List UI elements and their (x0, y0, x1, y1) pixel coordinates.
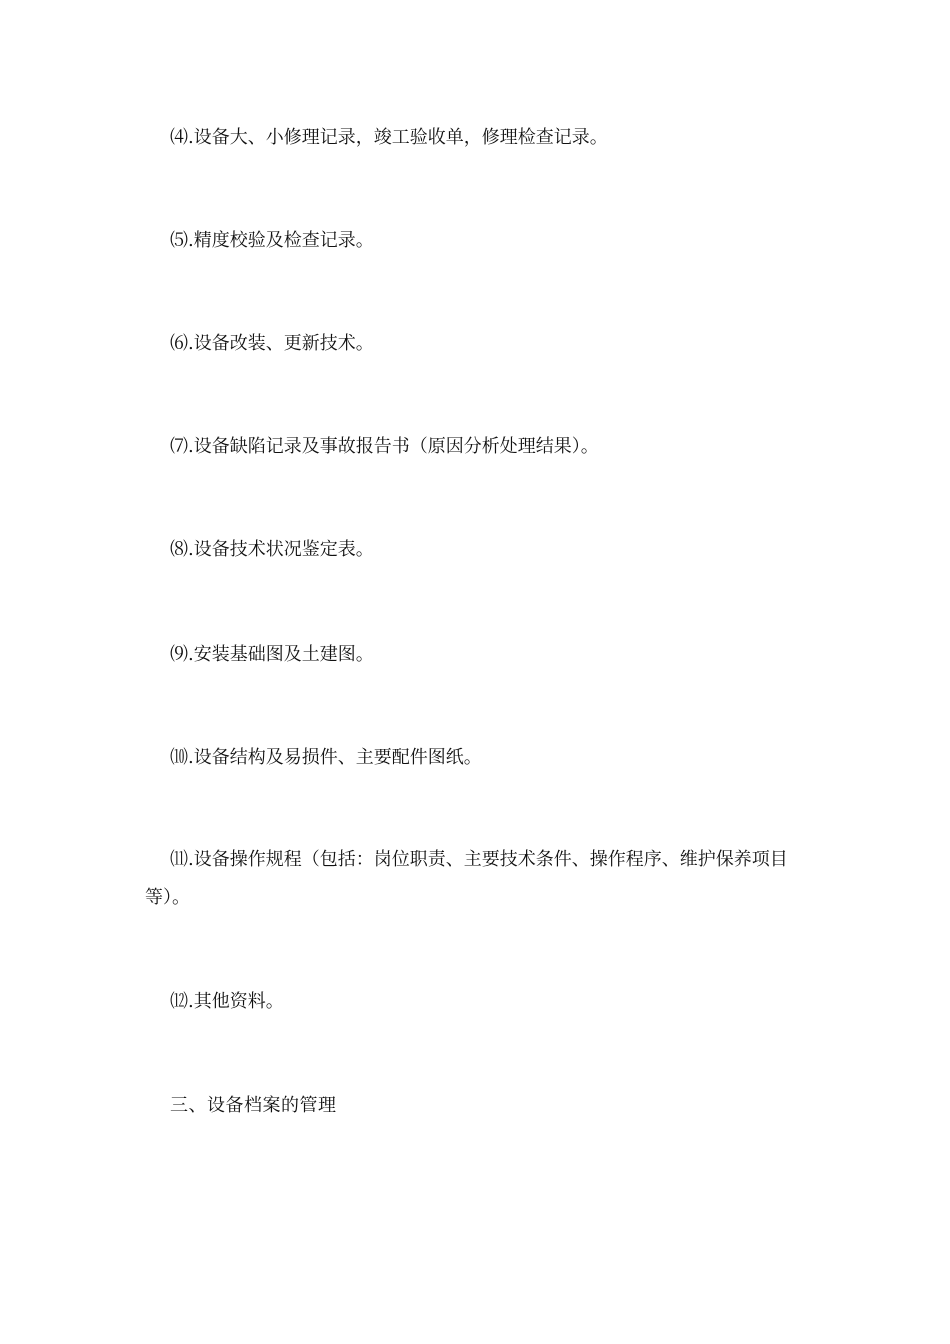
list-item-9: ⑼.安装基础图及土建图。 (170, 644, 374, 665)
list-item-5: ⑸.精度校验及检查记录。 (170, 230, 374, 251)
list-item-10: ⑽.设备结构及易损件、主要配件图纸。 (170, 747, 482, 768)
list-item-8: ⑻.设备技术状况鉴定表。 (170, 539, 374, 560)
list-item-6: ⑹.设备改装、更新技术。 (170, 333, 374, 354)
list-item-7: ⑺.设备缺陷记录及事故报告书（原因分析处理结果）。 (170, 436, 599, 457)
list-item-12: ⑿.其他资料。 (170, 991, 284, 1012)
section-heading: 三、设备档案的管理 (170, 1095, 337, 1116)
list-item-11: ⑾.设备操作规程（包括：岗位职责、主要技术条件、操作程序、维护保养项目等）。 (145, 849, 788, 908)
list-item-4: ⑷.设备大、小修理记录，竣工验收单，修理检查记录。 (170, 127, 608, 148)
